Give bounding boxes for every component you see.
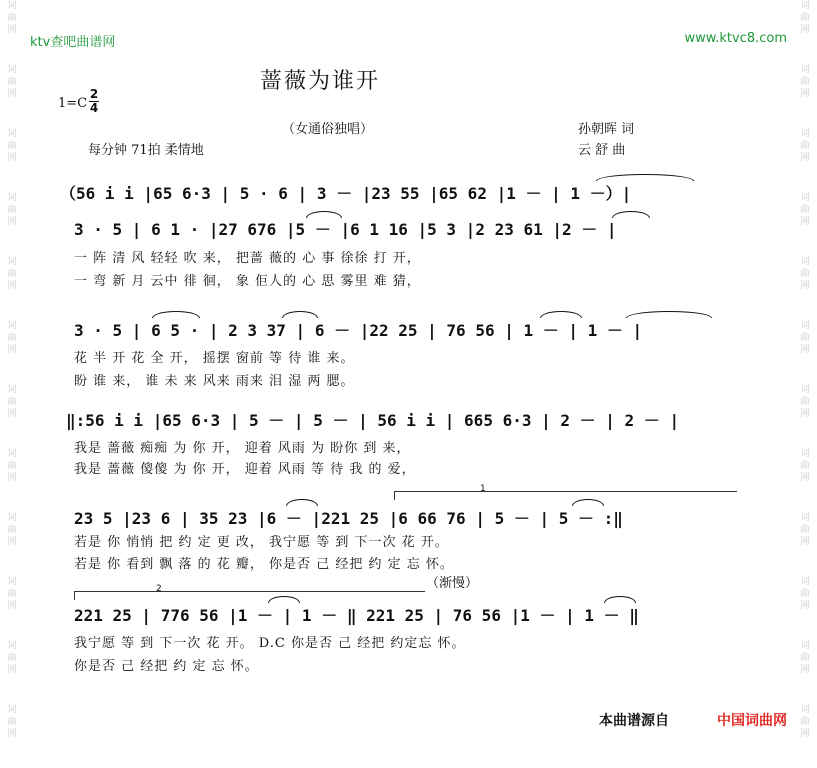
lyricist-credit: 孙朝晖 词 [578,122,635,137]
lyric-line-5b: 若是 你 看到 飘 落 的 花 瓣， 你是否 己 经把 约 定 忘 怀。 [74,557,454,572]
slur [268,596,300,603]
slur [612,211,650,218]
lyric-line-2a: 一 阵 清 风 轻轻 吹 来， 把蔷 薇的 心 事 徐徐 打 开， [74,251,421,266]
lyric-line-3a: 花 半 开 花 全 开， 摇摆 窗前 等 待 谁 来。 [74,351,355,366]
composer-credit: 云 舒 曲 [578,143,626,158]
volta-number-2: 2 [156,584,162,594]
lyric-line-6b: 你是否 己 经把 约 定 忘 怀。 [74,659,259,674]
notation-line-1: （56 i i |65 6·3 | 5 · 6 | 3 － |23 55 |65 62 |1 － | 1 －）| [60,184,632,203]
source-label: 本曲谱源自 [599,713,669,729]
key-signature: 1=C [58,96,88,111]
time-signature [88,88,100,115]
notation-line-5: 23 5 |23 6 | 35 23 |6 － |221 25 |6 66 76 | 5 － | 5 － :‖ [74,509,623,528]
slur [286,499,318,506]
performance-note: （女通俗独唱） [282,122,374,137]
header-site-url: www.ktvc8.com [684,31,787,46]
notation-line-2: 3 · 5 | 6 1 · |27 676 |5 － |6 1 16 |5 3 |2 23 61 |2 － | [74,220,617,239]
lyric-line-4b: 我是 蔷薇 傻傻 为 你 开， 迎着 风雨 等 待 我 的 爱， [74,462,416,477]
slur [152,311,200,318]
slur [540,311,582,318]
notation-line-4: ‖:56 i i |65 6·3 | 5 － | 5 － | 56 i i | 665 6·3 | 2 － | 2 － | [66,411,680,430]
ritardando-mark: （渐慢） [426,576,479,591]
source-site-link[interactable]: 中国词曲网 [717,713,787,729]
slur [306,211,342,218]
lyric-line-5a: 若是 你 悄悄 把 约 定 更 改， 我宁愿 等 到 下一次 花 开。 [74,535,449,550]
song-title: 蔷薇为谁开 [260,69,381,94]
volta-bracket-2 [74,591,425,600]
meter-top: 2 [89,87,99,101]
tempo-marking: 每分钟 71拍 柔情地 [88,143,204,158]
notation-line-6: 221 25 | 776 56 |1 － | 1 － ‖ 221 25 | 76 56 |1 － | 1 － ‖ [74,606,639,625]
slur [572,499,604,506]
slur [626,311,712,318]
lyric-line-2b: 一 弯 新 月 云中 徘 徊， 象 佢人的 心 思 雾里 难 猜， [74,274,421,289]
lyric-line-4a: 我是 蔷薇 痴痴 为 你 开， 迎着 风雨 为 盼你 到 来， [74,441,411,456]
notation-line-3: 3 · 5 | 6 5 · | 2 3 37 | 6 － |22 25 | 76 56 | 1 － | 1 － | [74,321,643,340]
lyric-line-6a: 我宁愿 等 到 下一次 花 开。 D.C 你是否 己 经把 约定忘 怀。 [74,636,466,651]
header-site-name: ktv查吧曲谱网 [30,35,116,50]
lyric-line-3b: 盼 谁 来， 谁 未 来 风来 雨来 泪 湿 两 腮。 [74,374,355,389]
volta-bracket-1 [394,491,737,500]
watermark-right: 词曲网 词曲网 词曲网 词曲网 词曲网 词曲网 词曲网 词曲网 词曲网 词曲网 词曲网 词曲网 [800,1,810,739]
slur [596,174,694,181]
volta-number-1: 1 [480,484,486,494]
slur [604,596,636,603]
meter-bottom: 4 [89,101,99,115]
slur [282,311,318,318]
watermark-left: 词曲网 词曲网 词曲网 词曲网 词曲网 词曲网 词曲网 词曲网 词曲网 词曲网 词曲网 词曲网 [7,1,17,739]
